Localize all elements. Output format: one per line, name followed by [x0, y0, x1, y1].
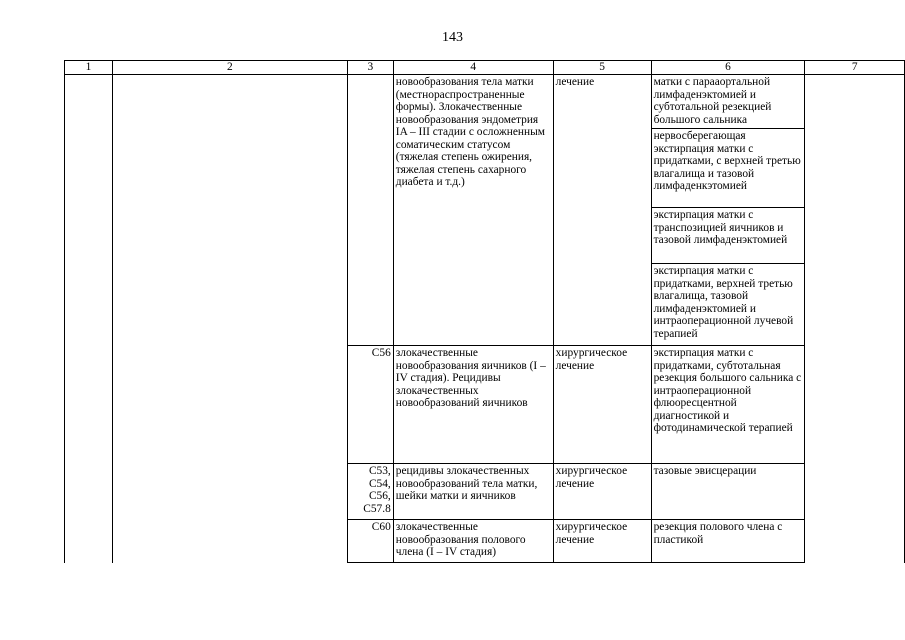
column-number-row — [65, 61, 905, 75]
column-header: 7 — [805, 61, 905, 75]
column-header: 3 — [347, 61, 393, 75]
diagnosis-cell: злокачественные новообразования яичников (I – IV стадия). Рецидивы злокачественных новообразований яичников — [393, 346, 553, 464]
treatment-method-cell: экстирпация матки с придатками, субтотальная резекция большого сальника с интраоперационной флюоресцентной диагностикой и фотодинамической терапией — [651, 346, 805, 464]
table-row — [65, 75, 905, 129]
diagnosis-cell: рецидивы злокачественных новообразований тела матки, шейки матки и яичников — [393, 464, 553, 520]
page-number: 143 — [442, 30, 463, 45]
cell-col2 — [112, 75, 347, 563]
treatment-method-cell: экстирпация матки с придатками, верхней третью влагалища, тазовой лимфаденэктомией и интраоперационной лучевой терапией — [651, 264, 805, 346]
column-header: 2 — [112, 61, 347, 75]
treatment-method-cell: матки с парааортальной лимфаденэктомией и субтотальной резекцией большого сальника — [651, 75, 805, 129]
icd-code-cell: C60 — [347, 520, 393, 563]
treatment-method-cell: экстирпация матки с транспозицией яичников и тазовой лимфаденэктомией — [651, 208, 805, 264]
cell-col7 — [805, 75, 905, 563]
column-header: 1 — [65, 61, 113, 75]
treatment-type-cell: хирургическое лечение — [553, 346, 651, 464]
column-header: 5 — [553, 61, 651, 75]
diagnosis-cell: злокачественные новообразования полового члена (I – IV стадия) — [393, 520, 553, 563]
treatment-method-cell: резекция полового члена с пластикой — [651, 520, 805, 563]
treatment-type-cell: хирургическое лечение — [553, 464, 651, 520]
cell-col1 — [65, 75, 113, 563]
column-header: 4 — [393, 61, 553, 75]
medical-care-table — [64, 60, 905, 563]
treatment-method-cell: тазовые эвисцерации — [651, 464, 805, 520]
treatment-type-cell: лечение — [553, 75, 651, 346]
diagnosis-cell: новообразования тела матки (местнораспространенные формы). Злокачественные новообразования эндометрия IA – III стадии с осложненным соматическим статусом (тяжелая степень ожирения, тяжелая степень сахарного диабета и т.д.) — [393, 75, 553, 346]
icd-code-cell: C53, C54, C56, C57.8 — [347, 464, 393, 520]
treatment-type-cell: хирургическое лечение — [553, 520, 651, 563]
treatment-method-cell: нервосберегающая экстирпация матки с придатками, с верхней третью влагалища и тазовой лимфаденкэтомией — [651, 129, 805, 208]
icd-code-cell — [347, 75, 393, 346]
column-header: 6 — [651, 61, 805, 75]
icd-code-cell: C56 — [347, 346, 393, 464]
